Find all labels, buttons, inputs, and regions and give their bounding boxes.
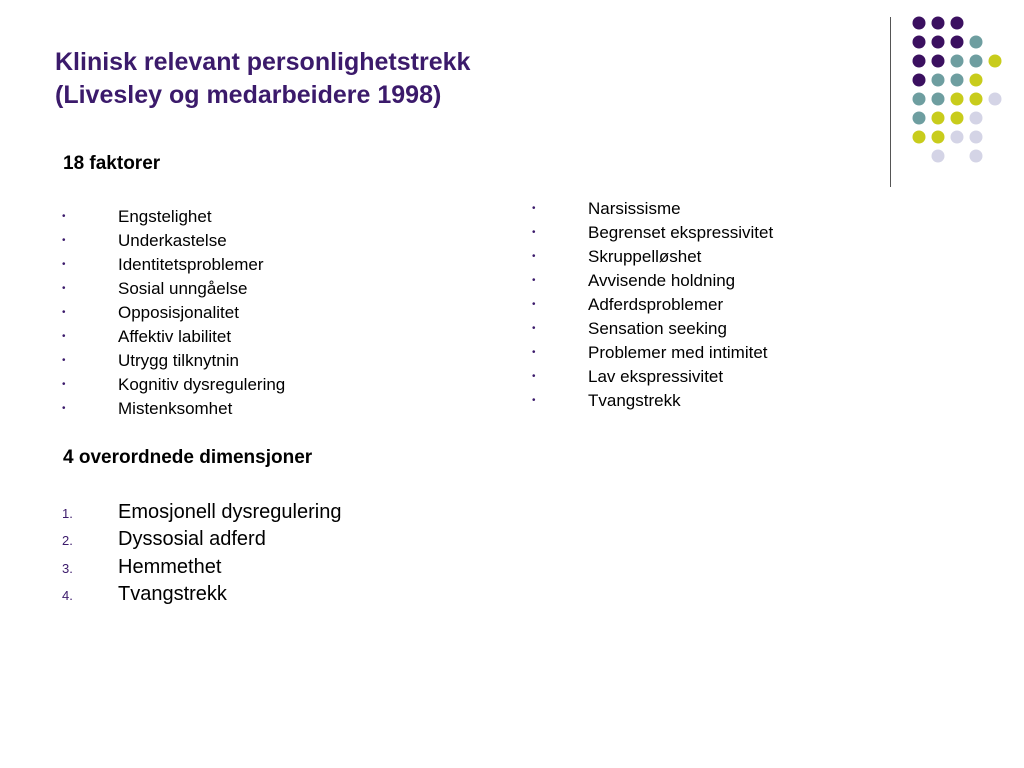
factor-label: Tvangstrekk (588, 391, 681, 410)
factor-label: Narsissisme (588, 199, 681, 218)
decorative-dot (913, 17, 926, 30)
dimension-label: Hemmethet (118, 555, 222, 578)
bullet-icon: • (532, 227, 536, 238)
bullet-icon: • (532, 251, 536, 262)
decorative-dot (913, 112, 926, 125)
decorative-dot (970, 131, 983, 144)
factor-label: Utrygg tilknytnin (118, 351, 239, 370)
bullet-icon: • (532, 203, 536, 214)
decorative-dot (970, 74, 983, 87)
decorative-dot (932, 131, 945, 144)
bullet-icon: • (62, 283, 66, 294)
decorative-dot (932, 112, 945, 125)
factor-label: Problemer med intimitet (588, 343, 768, 362)
decorative-dot (989, 55, 1002, 68)
decorative-dot (951, 131, 964, 144)
bullet-icon: • (62, 403, 66, 414)
decorative-dot (951, 112, 964, 125)
decorative-dot (913, 55, 926, 68)
dimension-number: 3. (62, 560, 73, 576)
bullet-icon: • (532, 347, 536, 358)
factors-heading: 18 faktorer (63, 153, 161, 174)
bullet-icon: • (532, 323, 536, 334)
decorative-dot (989, 93, 1002, 106)
decorative-dot (913, 131, 926, 144)
decorative-dot (932, 55, 945, 68)
factor-label: Affektiv labilitet (118, 327, 232, 346)
dimension-label: Tvangstrekk (118, 582, 227, 605)
factor-label: Avvisende holdning (588, 271, 736, 290)
dimension-label: Dyssosial adferd (118, 528, 266, 551)
bullet-icon: • (62, 307, 66, 318)
decorative-dot (970, 55, 983, 68)
decorative-dot (951, 17, 964, 30)
decorative-dot (932, 17, 945, 30)
dimension-number: 1. (62, 506, 73, 521)
decorative-dot (970, 36, 983, 49)
factor-label: Skruppelløshet (588, 247, 702, 266)
factor-label: Begrenset ekspressivitet (588, 223, 774, 242)
factor-label: Adferdsproblemer (588, 295, 724, 314)
decorative-dot (970, 93, 983, 106)
bullet-icon: • (62, 379, 66, 390)
dimension-number: 4. (62, 587, 73, 603)
bullet-icon: • (532, 299, 536, 310)
bullet-icon: • (62, 355, 66, 366)
bullet-icon: • (62, 259, 66, 270)
factor-label: Sosial unngåelse (118, 279, 248, 298)
decorative-dot (951, 93, 964, 106)
decorative-dot (932, 74, 945, 87)
decorative-dot (913, 36, 926, 49)
title-line-2: (Livesley og medarbeidere 1998) (55, 81, 442, 109)
factor-label: Sensation seeking (588, 319, 727, 338)
bullet-icon: • (62, 235, 66, 246)
decorative-dot (932, 93, 945, 106)
factor-label: Underkastelse (118, 231, 227, 250)
factor-label: Engstelighet (118, 207, 212, 226)
decorative-dot (951, 74, 964, 87)
bullet-icon: • (62, 331, 66, 342)
decorative-dot (951, 36, 964, 49)
factor-label: Lav ekspressivitet (588, 367, 724, 386)
decorative-dot (951, 55, 964, 68)
decorative-dot (913, 93, 926, 106)
bullet-icon: • (532, 275, 536, 286)
decorative-dot (970, 112, 983, 125)
decorative-dot (970, 150, 983, 163)
factor-label: Kognitiv dysregulering (118, 375, 286, 394)
decorative-dot (913, 74, 926, 87)
title-line-1: Klinisk relevant personlighetstrekk (55, 48, 471, 76)
bullet-icon: • (62, 211, 66, 222)
factor-label: Identitetsproblemer (118, 255, 264, 274)
bullet-icon: • (532, 371, 536, 382)
bullet-icon: • (532, 395, 536, 406)
slide-title (55, 46, 470, 112)
factor-label: Mistenksomhet (118, 399, 233, 418)
dimension-label: Emosjonell dysregulering (118, 501, 342, 523)
dimensions-heading: 4 overordnede dimensjoner (63, 447, 313, 468)
decorative-dot (932, 150, 945, 163)
dimension-number: 2. (62, 533, 73, 549)
factor-label: Opposisjonalitet (118, 303, 239, 322)
decorative-divider (890, 17, 891, 187)
decorative-dot (932, 36, 945, 49)
